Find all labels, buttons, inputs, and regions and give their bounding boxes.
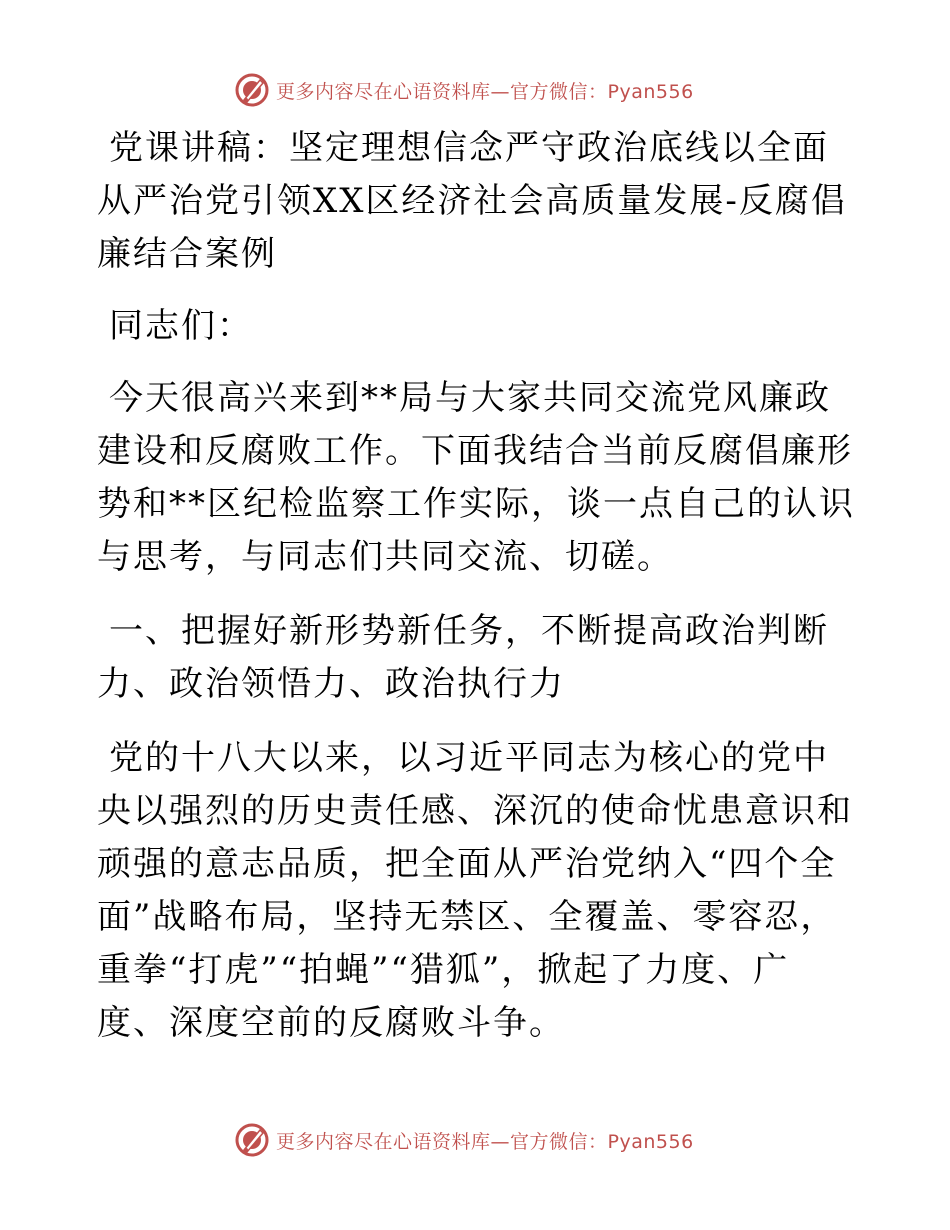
salutation: 同志们： [109,306,253,346]
header-watermark [234,70,694,110]
intro-paragraph: 今天很高兴来到**局与大家共同交流党风廉政建设和反腐败工作。下面我结合当前反腐倡廉形势和**区纪检监察工作实际，谈一点自己的认识与思考，与同志们共同交流、切磋。 [97,378,855,577]
pen-logo-icon [234,1122,270,1158]
document-title: 党课讲稿：坚定理想信念严守政治底线以全面从严治党引领XX区经济社会高质量发展-反腐倡廉结合案例 [97,128,847,274]
pen-logo-icon [234,72,270,108]
footer-watermark [234,1120,694,1160]
document-body [97,122,857,1050]
header-watermark-text: 更多内容尽在心语资料库—官方微信：Pyan556 [276,80,694,103]
footer-watermark-text: 更多内容尽在心语资料库—官方微信：Pyan556 [276,1130,694,1153]
section-heading: 一、把握好新形势新任务，不断提高政治判断力、政治领悟力、政治执行力 [97,611,829,704]
body-paragraph: 党的十八大以来，以习近平同志为核心的党中央以强烈的历史责任感、深沉的使命忧患意识和顽强的意志品质，把全面从严治党纳入“四个全面”战略布局，坚持无禁区、全覆盖、零容忍，重拳“打虎”“拍蝇”“猎狐”，掀起了力度、广度、深度空前的反腐败斗争。 [97,738,853,1043]
